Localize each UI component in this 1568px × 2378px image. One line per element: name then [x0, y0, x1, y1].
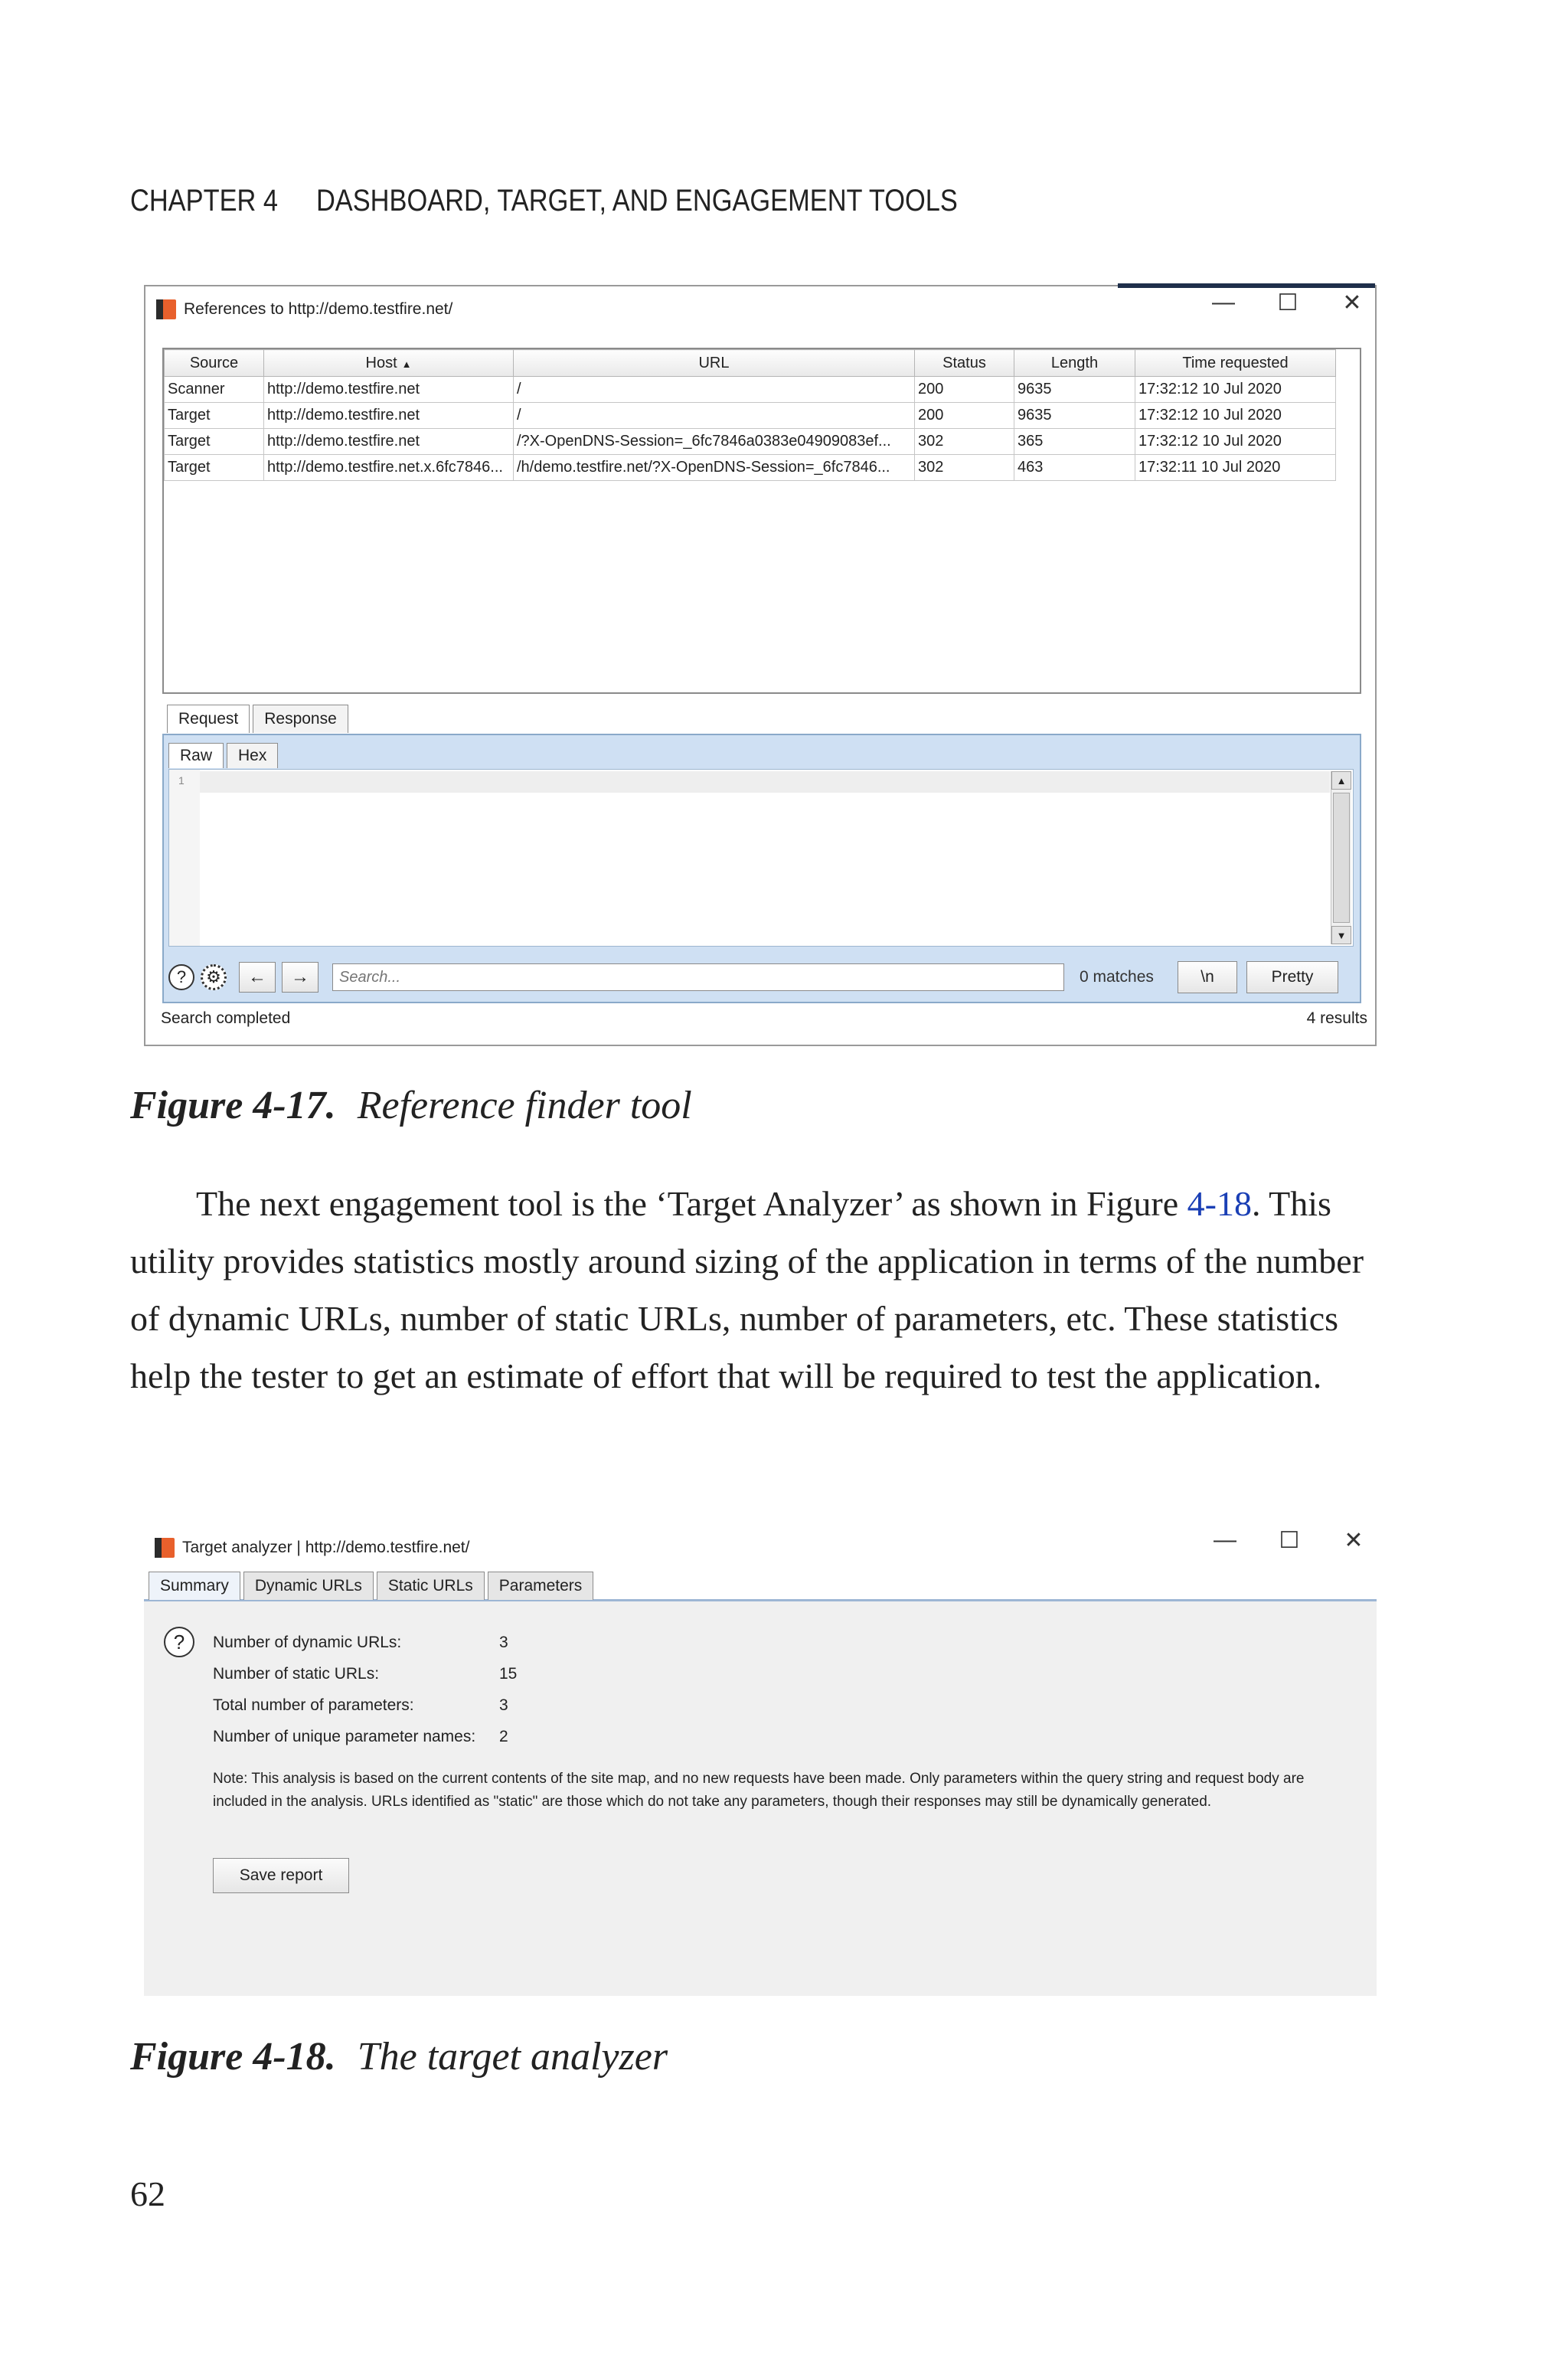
- minimize-icon[interactable]: —: [1214, 1527, 1236, 1552]
- request-pane: [162, 734, 1361, 1003]
- tab-hex[interactable]: Hex: [227, 743, 278, 768]
- window-title: Target analyzer | http://demo.testfire.net/: [182, 1539, 470, 1556]
- figure-caption-text: Reference finder tool: [357, 1084, 692, 1127]
- search-toolbar: [168, 957, 1354, 997]
- stat-value: 3: [499, 1634, 508, 1651]
- chapter-label: CHAPTER 4: [130, 184, 279, 218]
- title-bar: [145, 286, 1375, 332]
- column-header-host-label: Host: [365, 354, 397, 371]
- stat-value: 15: [499, 1665, 518, 1683]
- scroll-up-icon[interactable]: ▲: [1331, 771, 1351, 790]
- cell-host: http://demo.testfire.net: [264, 429, 514, 455]
- cell-length: 9635: [1014, 403, 1135, 429]
- figure-caption: [130, 2034, 668, 2079]
- cell-url: /h/demo.testfire.net/?X-OpenDNS-Session=_6fc7846...: [514, 455, 915, 481]
- title-bar: [144, 1524, 1377, 1572]
- pretty-button[interactable]: Pretty: [1246, 961, 1338, 993]
- tab-dynamic-urls[interactable]: Dynamic URLs: [243, 1572, 374, 1600]
- stat-row: [213, 1721, 517, 1752]
- table-row[interactable]: [165, 455, 1336, 481]
- cell-source: Scanner: [165, 377, 264, 403]
- tab-parameters[interactable]: Parameters: [488, 1572, 594, 1600]
- newline-toggle-button[interactable]: \n: [1178, 961, 1237, 993]
- arrow-right-icon[interactable]: →: [282, 962, 318, 993]
- cell-source: Target: [165, 403, 264, 429]
- maximize-icon[interactable]: ☐: [1279, 1528, 1300, 1553]
- cell-status: 302: [915, 429, 1014, 455]
- paragraph-text-end: . This utility provides statistics mostly around sizing of the application in terms of the number of dynamic URLs, number of static URLs, number of parameters, etc. These statistics help the tester to get an estimate of effort that will be required to test the application.: [130, 1184, 1364, 1395]
- page-number: 62: [130, 2174, 165, 2213]
- table-header-row: [165, 350, 1336, 377]
- arrow-left-icon[interactable]: ←: [239, 962, 276, 993]
- help-icon[interactable]: ?: [168, 964, 194, 990]
- cell-time: 17:32:12 10 Jul 2020: [1135, 403, 1336, 429]
- request-editor[interactable]: [168, 769, 1354, 947]
- cell-status: 302: [915, 455, 1014, 481]
- stat-label: Number of static URLs:: [213, 1665, 380, 1683]
- table-row[interactable]: [165, 377, 1336, 403]
- body-paragraph: [130, 1175, 1386, 1405]
- figure-caption-text: The target analyzer: [357, 2035, 668, 2079]
- column-header-length[interactable]: Length: [1014, 350, 1135, 377]
- stat-value: 3: [499, 1696, 508, 1714]
- references-table: [162, 348, 1361, 694]
- request-response-tabs: [167, 705, 351, 733]
- summary-stats: [213, 1627, 517, 1752]
- cell-source: Target: [165, 455, 264, 481]
- stat-label: Number of unique parameter names:: [213, 1728, 476, 1745]
- stat-row: [213, 1658, 517, 1689]
- save-report-button[interactable]: Save report: [213, 1858, 349, 1893]
- tab-raw[interactable]: Raw: [168, 743, 224, 768]
- column-header-host[interactable]: [264, 350, 514, 377]
- analyzer-tabs: [149, 1572, 596, 1600]
- stat-label: Total number of parameters:: [213, 1696, 414, 1714]
- figure-link[interactable]: 4-18: [1187, 1184, 1252, 1223]
- stat-value: 2: [499, 1728, 508, 1745]
- close-icon[interactable]: ✕: [1342, 290, 1362, 316]
- tab-request[interactable]: Request: [167, 705, 250, 733]
- results-count: 4 results: [1306, 1009, 1367, 1027]
- target-analyzer-window: [144, 1524, 1377, 1996]
- column-header-url[interactable]: URL: [514, 350, 915, 377]
- burp-app-icon: [156, 299, 176, 319]
- figure-label: Figure 4-17.: [130, 1084, 336, 1127]
- raw-hex-tabs: [168, 743, 281, 768]
- analyzer-tab-strip: [144, 1572, 1377, 1601]
- tab-summary[interactable]: Summary: [149, 1572, 240, 1600]
- line-gutter: [169, 770, 200, 946]
- burp-app-icon: [155, 1538, 175, 1558]
- cell-time: 17:32:12 10 Jul 2020: [1135, 429, 1336, 455]
- cell-host: http://demo.testfire.net: [264, 377, 514, 403]
- analysis-note: Note: This analysis is based on the current contents of the site map, and no new requests have been made. Only parameters within the query string and request body are included in the analysis. URLs identified as "static" are those which do not take any parameters, though their responses may still be dynamically generated.: [213, 1771, 1305, 1810]
- minimize-icon[interactable]: —: [1212, 289, 1235, 315]
- vertical-scrollbar[interactable]: [1331, 771, 1351, 944]
- line-number: 1: [178, 774, 185, 787]
- scroll-thumb[interactable]: [1333, 793, 1350, 923]
- table-row[interactable]: [165, 403, 1336, 429]
- cell-url: /: [514, 377, 915, 403]
- cell-url: /: [514, 403, 915, 429]
- settings-gear-icon[interactable]: ⚙: [201, 964, 227, 990]
- cell-length: 9635: [1014, 377, 1135, 403]
- help-icon[interactable]: ?: [164, 1627, 194, 1657]
- tab-response[interactable]: Response: [253, 705, 348, 733]
- cell-source: Target: [165, 429, 264, 455]
- table-row[interactable]: [165, 429, 1336, 455]
- tab-static-urls[interactable]: Static URLs: [377, 1572, 485, 1600]
- status-text: Search completed: [161, 1009, 291, 1027]
- matches-count: 0 matches: [1080, 968, 1154, 986]
- cell-url: /?X-OpenDNS-Session=_6fc7846a0383e04909083ef...: [514, 429, 915, 455]
- figure-label: Figure 4-18.: [130, 2035, 336, 2079]
- cell-status: 200: [915, 377, 1014, 403]
- column-header-time[interactable]: Time requested: [1135, 350, 1336, 377]
- current-line-highlight: [200, 771, 1330, 793]
- maximize-icon[interactable]: ☐: [1277, 290, 1298, 316]
- close-icon[interactable]: ✕: [1344, 1528, 1364, 1553]
- references-window: [144, 285, 1377, 1046]
- cell-host: http://demo.testfire.net: [264, 403, 514, 429]
- stat-row: [213, 1627, 517, 1658]
- column-header-status[interactable]: Status: [915, 350, 1014, 377]
- figure-caption: [130, 1083, 692, 1128]
- chapter-title: DASHBOARD, TARGET, AND ENGAGEMENT TOOLS: [315, 184, 958, 218]
- window-title: References to http://demo.testfire.net/: [184, 300, 453, 318]
- cell-length: 463: [1014, 455, 1135, 481]
- stat-label: Number of dynamic URLs:: [213, 1634, 402, 1651]
- cell-host: http://demo.testfire.net.x.6fc7846...: [264, 455, 514, 481]
- cell-time: 17:32:12 10 Jul 2020: [1135, 377, 1336, 403]
- column-header-source[interactable]: Source: [165, 350, 264, 377]
- search-input[interactable]: [332, 963, 1064, 991]
- paragraph-text-start: The next engagement tool is the ‘Target Analyzer’ as shown in Figure: [196, 1184, 1187, 1223]
- cell-length: 365: [1014, 429, 1135, 455]
- running-header: [130, 184, 958, 218]
- sort-ascending-icon: ▲: [401, 358, 412, 370]
- cell-status: 200: [915, 403, 1014, 429]
- scroll-down-icon[interactable]: ▼: [1331, 926, 1351, 944]
- cell-time: 17:32:11 10 Jul 2020: [1135, 455, 1336, 481]
- stat-row: [213, 1689, 517, 1721]
